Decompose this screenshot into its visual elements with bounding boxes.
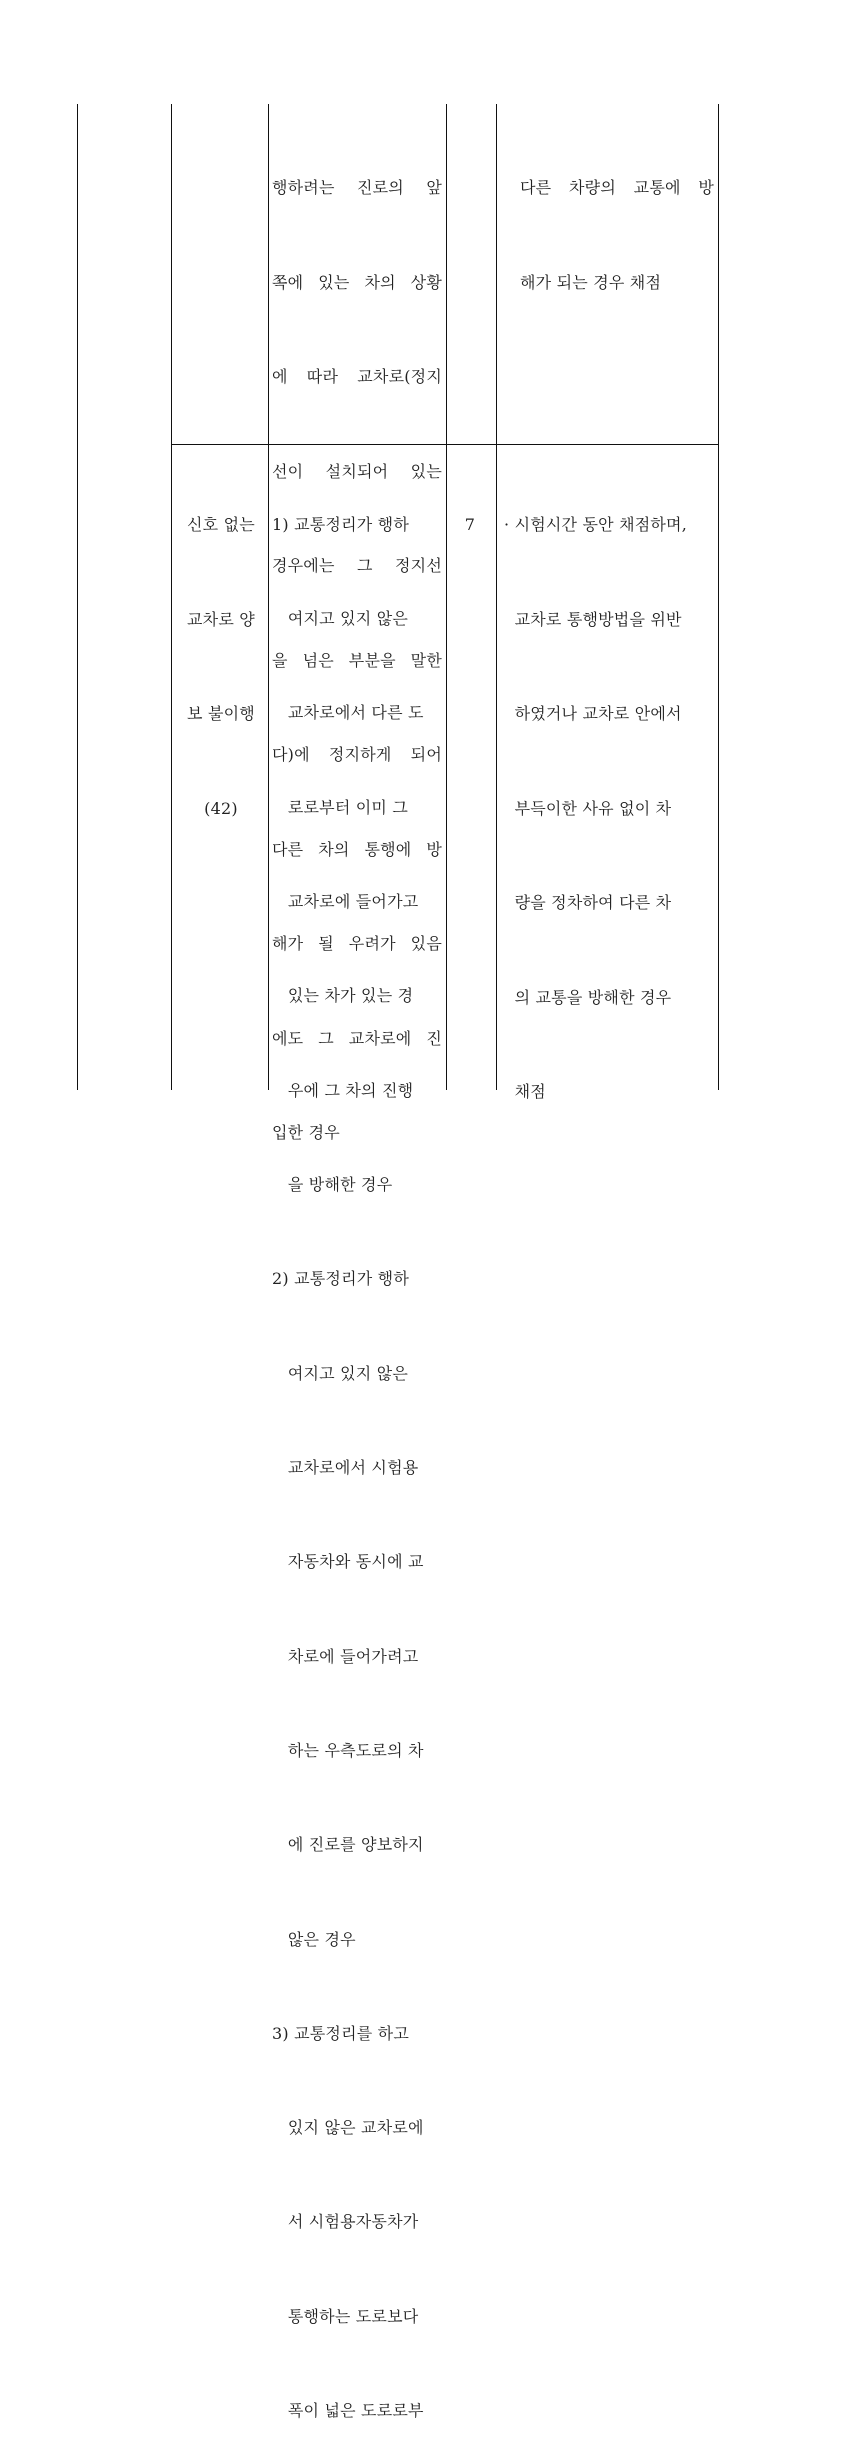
table-divider-col4	[496, 104, 497, 1090]
text-line: 있지 않은 교차로에	[272, 2118, 424, 2138]
table-border-left	[77, 104, 78, 1090]
text-line: 하였거나 교차로 안에서	[504, 704, 682, 723]
text-line: 쪽에 있는 차의 상황	[272, 272, 442, 292]
text-line: 1) 교통정리가 행하	[272, 514, 409, 534]
text-line: 우에 그 차의 진행	[272, 1080, 414, 1100]
text-line: 다른 차량의 교통에 방	[520, 178, 714, 197]
text-line: 을 넘은 부분을 말한	[272, 650, 442, 670]
text-line: 선이 설치되어 있는	[272, 461, 442, 481]
text-line: 자동차와 동시에 교	[272, 1552, 424, 1572]
text-line: 경우에는 그 정지선	[272, 556, 442, 575]
text-line: 않은 경우	[272, 1929, 356, 1949]
prev-row-criteria	[520, 109, 714, 330]
score-value: 7	[464, 515, 476, 534]
text-line: 량을 정차하여 다른 차	[504, 893, 672, 912]
text-line: 여지고 있지 않은	[272, 1363, 409, 1383]
text-line: 하는 우측도로의 차	[272, 1740, 424, 1760]
text-line: 을 방해한 경우	[272, 1175, 393, 1194]
text-line: 여지고 있지 않은	[272, 609, 409, 629]
text-line: · 시험시간 동안 채점하며,	[504, 515, 687, 534]
text-line: 신호 없는	[187, 515, 255, 534]
text-line: 다)에 정지하게 되어	[272, 745, 442, 764]
table-row-divider	[171, 444, 718, 445]
text-line: 교차로에 들어가고	[272, 892, 419, 912]
text-line: 통행하는 도로보다	[272, 2306, 419, 2326]
text-line: 로로부터 이미 그	[272, 797, 409, 817]
table-divider-col2	[268, 104, 269, 1090]
text-line: 차로에 들어가려고	[272, 1646, 419, 1666]
text-line: 해가 될 우려가 있음	[272, 934, 442, 953]
text-line: 부득이한 사유 없이 차	[504, 798, 672, 818]
text-line: 교차로에서 시험용	[272, 1457, 419, 1477]
text-line: 있는 차가 있는 경	[272, 986, 414, 1006]
text-line: 보 불이행	[187, 704, 255, 723]
text-line: 채점	[504, 1082, 546, 1101]
text-line: 서 시험용자동차가	[272, 2212, 419, 2232]
text-line: 2) 교통정리가 행하	[272, 1269, 409, 1289]
violation-description	[272, 446, 442, 2458]
text-line: 에 따라 교차로(정지	[272, 367, 442, 386]
text-line: 에도 그 교차로에 진	[272, 1028, 442, 1048]
text-line: 교차로 통행방법을 위반	[504, 609, 682, 629]
text-line: (42)	[204, 798, 238, 818]
text-line: 폭이 넓은 도로로부	[272, 2401, 424, 2421]
text-line: 3) 교통정리를 하고	[272, 2023, 409, 2043]
text-line: 의 교통을 방해한 경우	[504, 987, 672, 1007]
text-line: 행하려는 진로의 앞	[272, 178, 442, 197]
table-divider-col1	[171, 104, 172, 1090]
text-line: 다른 차의 통행에 방	[272, 839, 442, 859]
text-line: 해가 되는 경우 채점	[520, 272, 662, 292]
table-border-right	[718, 104, 719, 1090]
text-line: 에 진로를 양보하지	[272, 1835, 424, 1855]
scoring-criteria	[504, 446, 714, 1139]
text-line: 교차로에서 다른 도	[272, 703, 424, 723]
penalty-score	[450, 446, 490, 572]
text-line: 입한 경우	[272, 1123, 340, 1142]
violation-title	[178, 446, 264, 856]
table-divider-col3	[446, 104, 447, 1090]
text-line: 교차로 양	[187, 609, 255, 629]
